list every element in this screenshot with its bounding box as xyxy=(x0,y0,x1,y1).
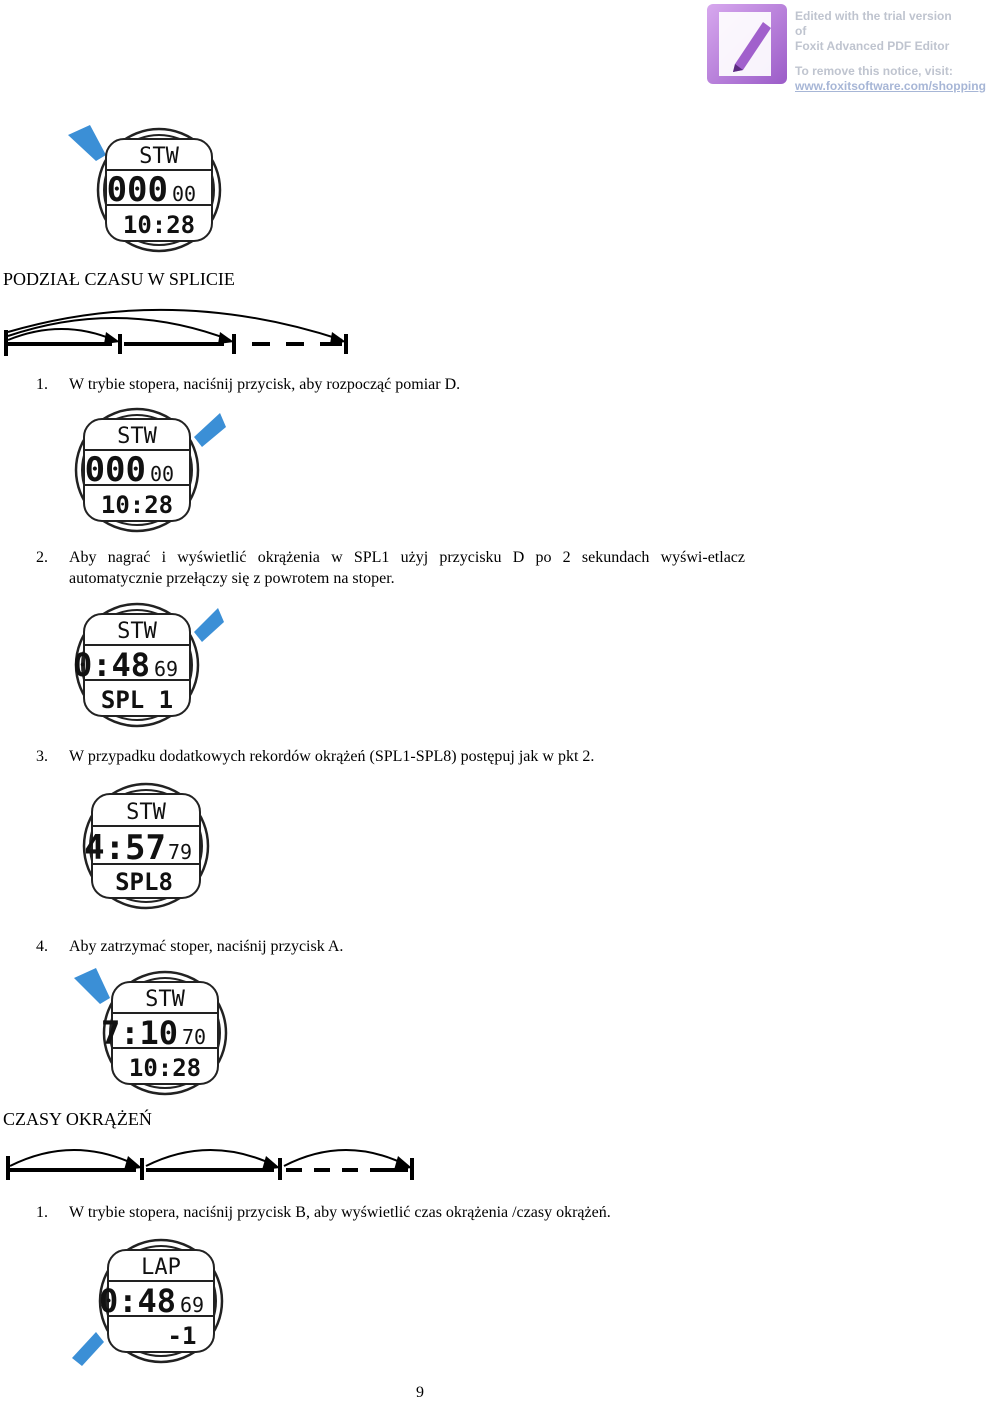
svg-text:4:57: 4:57 xyxy=(84,828,166,868)
svg-text:000: 000 xyxy=(84,450,146,490)
svg-text:10:28: 10:28 xyxy=(128,1054,202,1082)
watermark xyxy=(705,2,986,93)
svg-text:00: 00 xyxy=(150,462,175,486)
svg-text:STW: STW xyxy=(117,619,157,644)
svg-text:STW: STW xyxy=(145,987,185,1012)
watch-display-lap xyxy=(70,1238,230,1373)
step-2-number: 2. xyxy=(36,549,48,566)
watch-display-stw-start xyxy=(70,405,230,540)
lap-step-1-text: W trybie stopera, naciśnij przycisk B, aby wyświetlić czas okrążenia /czasy okrążeń. xyxy=(69,1204,611,1221)
watermark-line2: Foxit Advanced PDF Editor xyxy=(795,39,950,53)
svg-text:0:48: 0:48 xyxy=(72,646,150,684)
svg-text:79: 79 xyxy=(168,840,193,864)
button-d-marker-icon xyxy=(194,608,224,642)
step-3-text: W przypadku dodatkowych rekordów okrążeń (SPL1-SPL8) postępuj jak w pkt 2. xyxy=(69,748,595,765)
watch-display-stw-initial xyxy=(68,125,228,260)
watch-main-digits: 000 xyxy=(106,170,168,210)
page-number: 9 xyxy=(416,1384,424,1401)
svg-text:SPL8: SPL8 xyxy=(115,868,173,896)
split-timing-diagram xyxy=(2,300,354,363)
svg-text:SPL 1: SPL 1 xyxy=(100,686,174,714)
step-1-number: 1. xyxy=(36,376,48,393)
watermark-line1: Edited with the trial version of xyxy=(795,9,952,38)
svg-text:LAP: LAP xyxy=(141,1255,181,1280)
watermark-link[interactable]: www.foxitsoftware.com/shopping xyxy=(795,79,986,93)
step-4-text: Aby zatrzymać stoper, naciśnij przycisk A. xyxy=(69,938,344,955)
svg-text:69: 69 xyxy=(180,1293,205,1317)
svg-text:69: 69 xyxy=(154,657,179,681)
step-4-number: 4. xyxy=(36,938,48,955)
lap-timing-diagram xyxy=(4,1140,420,1189)
svg-text:0:48: 0:48 xyxy=(98,1282,176,1320)
step-1-text: W trybie stopera, naciśnij przycisk, aby rozpocząć pomiar D. xyxy=(69,376,461,393)
section-title-split: PODZIAŁ CZASU W SPLICIE xyxy=(3,269,235,289)
svg-text:7:10: 7:10 xyxy=(100,1014,178,1052)
svg-text:STW: STW xyxy=(117,424,157,449)
button-b-marker-icon xyxy=(72,1332,104,1366)
svg-text:10:28: 10:28 xyxy=(100,491,174,519)
watch-small-digits: 00 xyxy=(172,182,197,206)
button-a-marker-icon xyxy=(68,125,106,161)
foxit-logo-icon xyxy=(705,2,789,86)
svg-text:70: 70 xyxy=(182,1025,207,1049)
watch-top-label: STW xyxy=(139,144,179,169)
svg-text:STW: STW xyxy=(126,800,166,825)
svg-text:-1: -1 xyxy=(167,1322,197,1350)
watch-display-spl1 xyxy=(70,600,230,735)
watch-display-stw-stopped xyxy=(74,968,234,1103)
button-d-marker-icon xyxy=(194,413,226,447)
lap-step-1-number: 1. xyxy=(36,1204,48,1221)
section-title-laps: CZASY OKRĄŻEŃ xyxy=(3,1109,152,1129)
step-2-text: Aby nagrać i wyświetlić okrążenia w SPL1 użyj przycisku D po 2 sekundach wyświ-etlacz automatycznie przełączy się z powrotem na stoper. xyxy=(69,549,745,587)
step-3-number: 3. xyxy=(36,748,48,765)
button-a-marker-icon xyxy=(74,968,110,1004)
watermark-line3: To remove this notice, visit: xyxy=(795,64,953,78)
watch-display-spl8 xyxy=(78,780,218,917)
watch-bottom-line: 10:28 xyxy=(122,211,196,239)
